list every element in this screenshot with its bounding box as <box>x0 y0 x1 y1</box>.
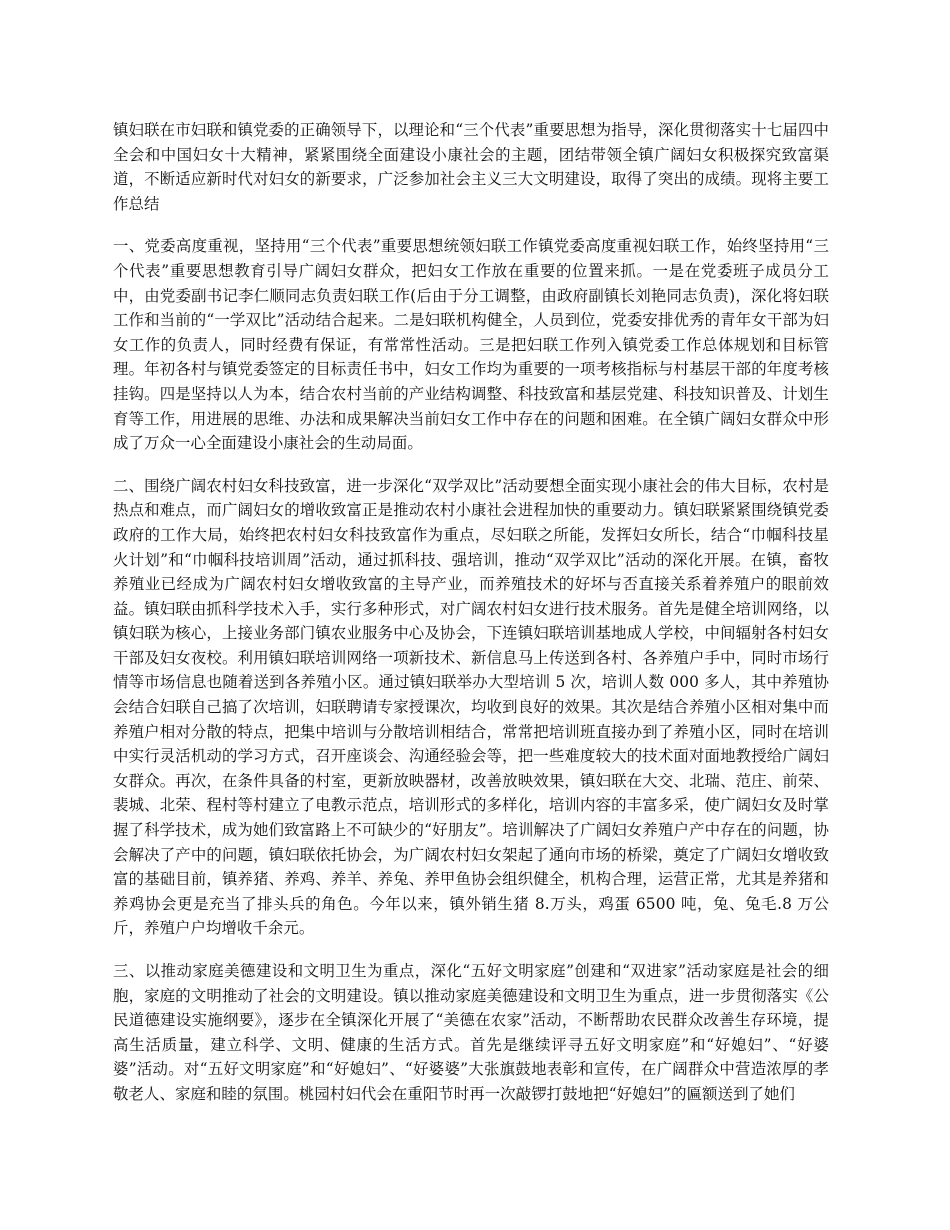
paragraph-section-two: 二、围绕广阔农村妇女科技致富，进一步深化“双学双比”活动要想全面实现小康社会的伟大目标，农村是热点和难点，而广阔妇女的增收致富正是推动农村小康社会进程加快的重要动力。镇妇联紧紧围绕镇党委政府的工作大局，始终把农村妇女科技致富作为重点，尽妇联之所能，发挥妇女所长，结合“巾帼科技星火计划”和“巾帼科技培训周”活动，通过抓科技、强培训，推动“双学双比”活动的深化开展。在镇，畜牧养殖业已经成为广阔农村妇女增收致富的主导产业，而养殖技术的好坏与否直接关系着养殖户的眼前效益。镇妇联由抓科学技术入手，实行多种形式，对广阔农村妇女进行技术服务。首先是健全培训网络，以镇妇联为核心，上接业务部门镇农业服务中心及协会，下连镇妇联培训基地成人学校，中间辐射各村妇女干部及妇女夜校。利用镇妇联培训网络一项新技术、新信息马上传送到各村、各养殖户手中，同时市场行情等市场信息也随着送到各养殖小区。通过镇妇联举办大型培训 5 次，培训人数 000 多人，其中养殖协会结合妇联自己搞了次培训，妇联聘请专家授课次，均收到良好的效果。其次是结合养殖小区相对集中而养殖户相对分散的特点，把集中培训与分散培训相结合，常常把培训班直接办到了养殖小区，同时在培训中实行灵活机动的学习方式，召开座谈会、沟通经验会等，把一些难度较大的技术面对面地教授给广阔妇女群众。再次，在条件具备的村室，更新放映器材，改善放映效果，镇妇联在大交、北瑞、范庄、前荣、裴城、北荣、程村等村建立了电教示范点，培训形式的多样化，培训内容的丰富多采，使广阔妇女及时掌握了科学技术，成为她们致富路上不可缺少的“好朋友”。培训解决了广阔妇女养殖户产中存在的问题，协会解决了产中的问题，镇妇联依托协会，为广阔农村妇女架起了通向市场的桥梁，奠定了广阔妇女增收致富的基础目前，镇养猪、养鸡、养羊、养兔、养甲鱼协会组织健全，机构合理，运营正常，尤其是养猪和养鸡协会更是充当了排头兵的角色。今年以来，镇外销生猪 8.万头，鸡蛋 6500 吨，兔、兔毛.8 万公斤，养殖户户均增收千余元。 <box>113 476 829 938</box>
paragraph-section-one: 一、党委高度重视，坚持用“三个代表”重要思想统领妇联工作镇党委高度重视妇联工作，始终坚持用“三个代表”重要思想教育引导广阔妇女群众，把妇女工作放在重要的位置来抓。一是在党委班子成员分工中，由党委副书记李仁顺同志负责妇联工作(后由于分工调整，由政府副镇长刘艳同志负责)，深化将妇联工作和当前的“一学双比”活动结合起来。二是妇联机构健全，人员到位，党委安排优秀的青年女干部为妇女工作的负责人，同时经费有保证，有常常性活动。三是把妇联工作列入镇党委工作总体规划和目标管理。年初各村与镇党委签定的目标责任书中，妇女工作均为重要的一项考核指标与村基层干部的年度考核挂钩。四是坚持以人为本，结合农村当前的产业结构调整、科技致富和基层党建、科技知识普及、计划生育等工作，用进展的思维、办法和成果解决当前妇女工作中存在的问题和困难。在全镇广阔妇女群众中形成了万众一心全面建设小康社会的生动局面。 <box>113 237 829 453</box>
paragraph-section-three: 三、以推动家庭美德建设和文明卫生为重点，深化“五好文明家庭”创建和“双进家”活动家庭是社会的细胞，家庭的文明推动了社会的文明建设。镇以推动家庭美德建设和文明卫生为重点，进一步贯彻落实《公民道德建设实施纲要》，逐步在全镇深化开展了“美德在农家”活动，不断帮助农民群众改善生存环境，提高生活质量，建立科学、文明、健康的生活方式。首先是继续评寻五好文明家庭”和“好媳妇”、“好婆婆”活动。对“五好文明家庭”和“好媳妇”、“好婆婆”大张旗鼓地表彰和宣传，在广阔群众中营造浓厚的孝敬老人、家庭和睦的氛围。桃园村妇代会在重阳节时再一次敲锣打鼓地把“好媳妇”的匾额送到了她们 <box>113 962 829 1103</box>
document-page <box>113 118 829 1125</box>
paragraph-intro: 镇妇联在市妇联和镇党委的正确领导下，以理论和“三个代表”重要思想为指导，深化贯彻落实十七届四中全会和中国妇女十大精神，紧紧围绕全面建设小康社会的主题，团结带领全镇广阔妇女积极探究致富渠道，不断适应新时代对妇女的新要求，广泛参加社会主义三大文明建设，取得了突出的成绩。现将主要工作总结 <box>113 121 829 213</box>
